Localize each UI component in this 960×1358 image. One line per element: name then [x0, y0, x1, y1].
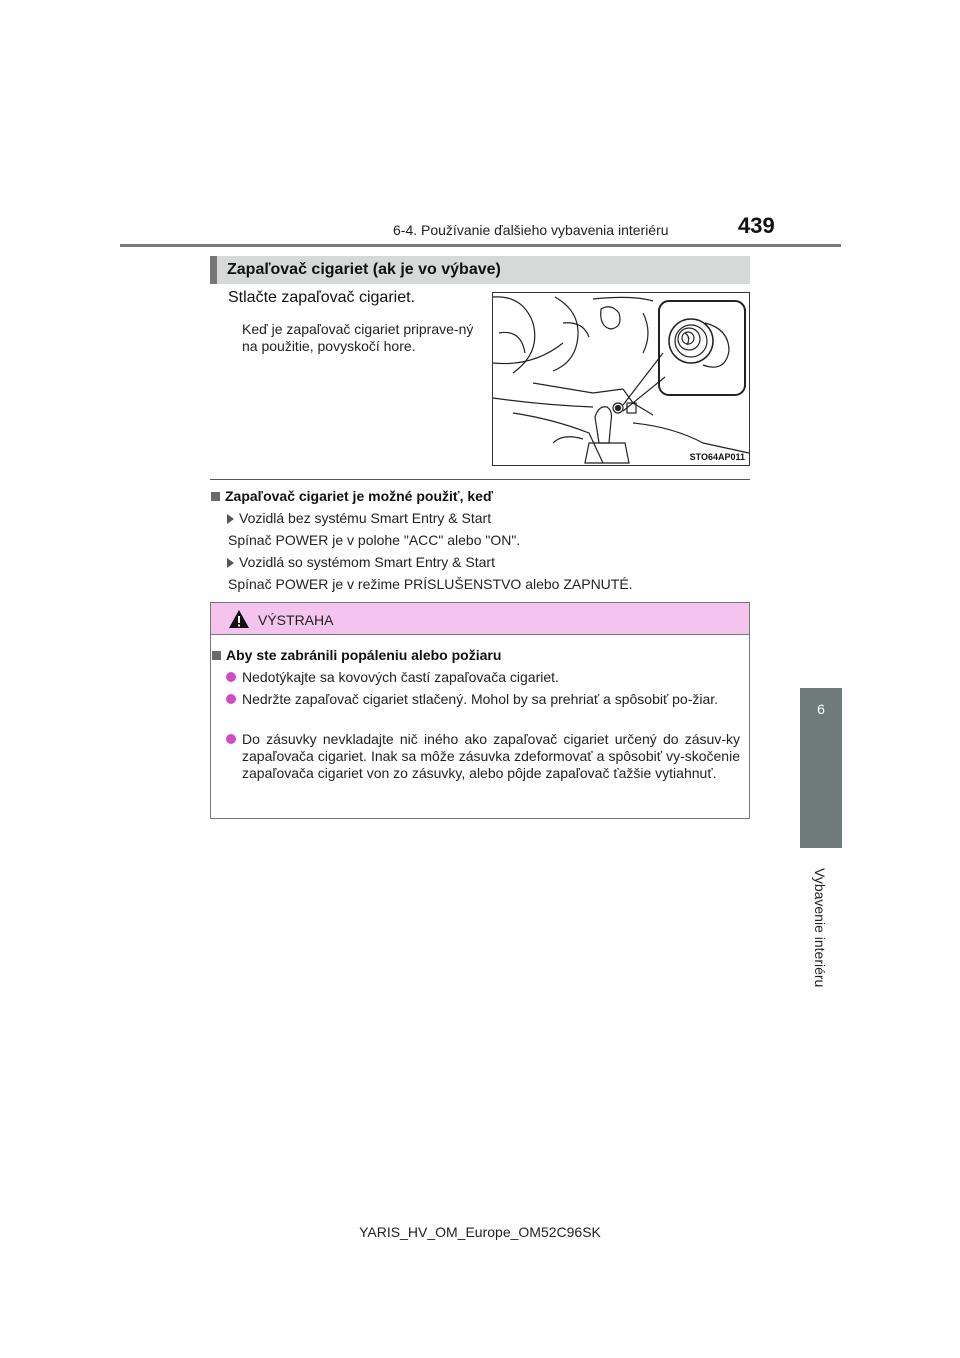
- square-bullet-icon: [211, 492, 220, 501]
- triangle-arrow-icon: [227, 514, 234, 524]
- instruction-note: Keď je zapaľovač cigariet priprave-ný na použitie, povyskočí hore.: [242, 321, 474, 354]
- conditions-heading-text: Zapaľovač cigariet je možné použiť, keď: [225, 488, 494, 504]
- instruction-lead: Stlačte zapaľovač cigariet.: [228, 289, 415, 306]
- warning-bullet: [226, 669, 740, 686]
- figure-code: STO64AP011: [689, 452, 745, 462]
- warning-bullet: [226, 691, 740, 708]
- warning-bullet: [226, 731, 740, 782]
- condition-text: Spínač POWER je v polohe "ACC" alebo "ON".: [228, 532, 521, 548]
- header-divider: [120, 244, 841, 247]
- section-divider: [210, 479, 750, 480]
- condition-label: [227, 510, 491, 526]
- bullet-dot-icon: [226, 672, 236, 682]
- warning-triangle-icon: [228, 609, 250, 629]
- triangle-arrow-icon: [227, 558, 234, 568]
- warning-box: [210, 602, 750, 819]
- conditions-heading: [211, 488, 493, 504]
- lighter-figure: [492, 292, 750, 466]
- warning-bullet-text: Nedržte zapaľovač cigariet stlačený. Mohol by sa prehriať a spôsobiť po-žiar.: [242, 691, 719, 707]
- condition-label-text: Vozidlá bez systému Smart Entry & Start: [239, 510, 492, 526]
- document-id-footer: YARIS_HV_OM_Europe_OM52C96SK: [359, 1224, 601, 1240]
- condition-text: Spínač POWER je v režime PRÍSLUŠENSTVO alebo ZAPNUTÉ.: [228, 576, 633, 592]
- section-header: 6-4. Používanie ďalšieho vybavenia interiéru: [393, 222, 669, 238]
- warning-header: [211, 603, 749, 635]
- warning-bullet-text: Do zásuvky nevkladajte nič iného ako zapaľovač cigariet určený do zásuv-ky zapaľovača cigariet. Inak sa môže zásuvka zdeformovať a spôsobiť vy-skočenie zapaľovača cigariet von zo zásuvky, alebo pôjde zapaľovač ťažšie vytiahnuť.: [242, 731, 740, 781]
- condition-label: [227, 554, 495, 570]
- chapter-number: 6: [817, 701, 825, 717]
- warning-heading-text: Aby ste zabránili popáleniu alebo požiaru: [226, 647, 502, 663]
- square-bullet-icon: [212, 651, 221, 660]
- warning-title: VÝSTRAHA: [258, 612, 334, 628]
- warning-bullet-text: Nedotýkajte sa kovových častí zapaľovača cigariet.: [242, 669, 559, 685]
- page-number: 439: [738, 213, 775, 238]
- bullet-dot-icon: [226, 694, 236, 704]
- condition-label-text: Vozidlá so systémom Smart Entry & Start: [239, 554, 495, 570]
- bullet-dot-icon: [226, 734, 236, 744]
- section-title: Zapaľovač cigariet (ak je vo výbave): [210, 256, 750, 284]
- warning-heading: [212, 647, 501, 663]
- cigarette-lighter-illustration-icon: [493, 293, 749, 465]
- chapter-label: Vybavenie interiéru: [812, 868, 828, 988]
